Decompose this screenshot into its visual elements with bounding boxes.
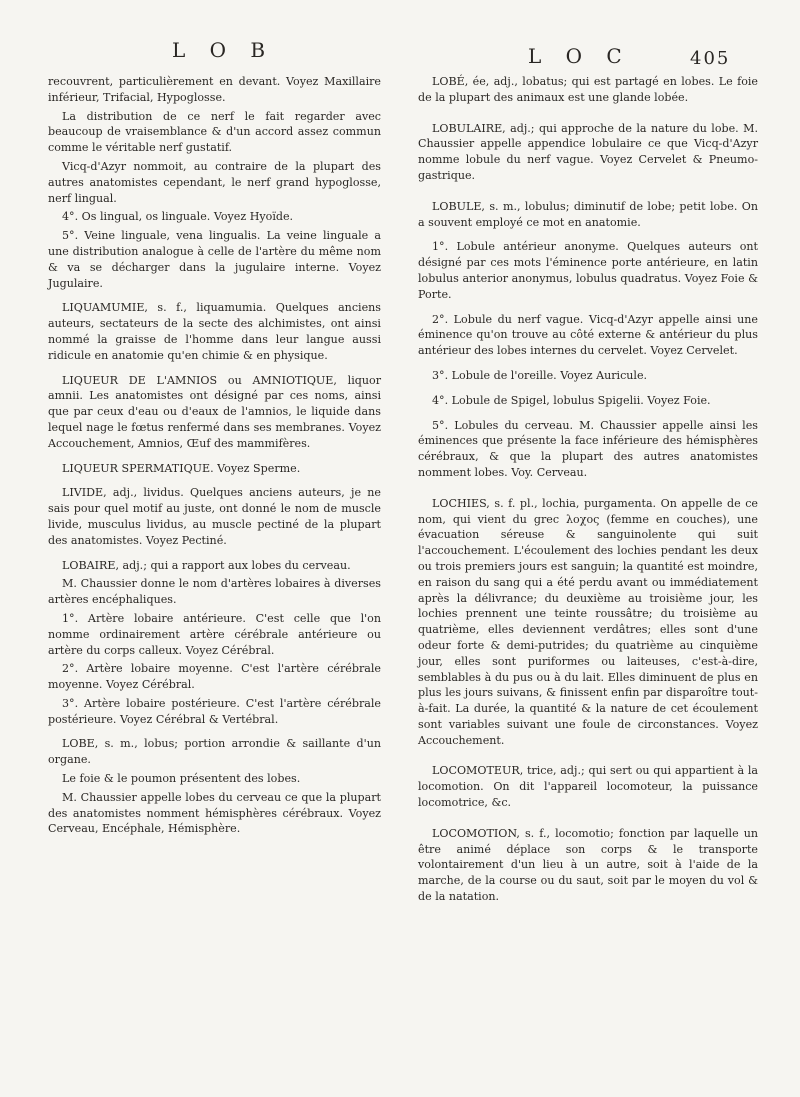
entry-paragraph: Vicq-d'Azyr nommoit, au contraire de la plupart des autres anatomistes cependant, le nerf grand hypoglosse, nerf lingual. (48, 159, 381, 205)
entry-paragraph: 5°. Veine linguale, vena lingualis. La veine linguale a une distribution analogue à celle de l'artère du même nom & va se décharger dans la jugulaire interne. Voyez Jugulaire. (48, 229, 381, 290)
entry-paragraph: 4°. Os lingual, os linguale. Voyez Hyoïde. (62, 210, 294, 224)
entry-paragraph: M. Chaussier appelle lobes du cerveau ce que la plupart des anatomistes nomment hémisphères cérébraux. Voyez Cerveau, Encéphale, Hémisphère. (48, 790, 381, 836)
left-column (48, 74, 381, 840)
entry-paragraph: 5°. Lobules du cerveau. M. Chaussier appelle ainsi les éminences que présente la face inférieure des hémisphères cérébraux, & que la plupart des autres anatomistes nomment lobes. Voy. Cerveau. (418, 418, 758, 479)
entry-paragraph: La distribution de ce nerf le fait regarder avec beaucoup de vraisemblance & d'un accord assez commun comme le véritable nerf gustatif. (48, 109, 381, 155)
entry-paragraph: Le foie & le poumon présentent des lobes. (62, 772, 301, 786)
dictionary-entry: LOBULAIRE, adj.; qui approche de la nature du lobe. M. Chaussier appelle appendice lobulaire ce que Vicq-d'Azyr nomme lobule du nerf vague. Voyez Cervelet & Pneumo-gastrique. (418, 121, 758, 182)
dictionary-entry: LOBE, s. m., lobus; portion arrondie & saillante d'un organe. (48, 737, 381, 767)
dictionary-entry: LOBULE, s. m., lobulus; diminutif de lobe; petit lobe. On a souvent employé ce mot en anatomie. (418, 199, 758, 229)
dictionary-entry: LOCHIES, s. f. pl., lochia, purgamenta. On appelle de ce nom, qui vient du grec λοχος (femme en couches), une évacuation séreuse & sanguinolente qui suit l'accouchement. L'écoulement des lochies pendant les deux ou trois premiers jours est sanguin; la quantité est moindre, en raison du sang qui a été perdu avant ou immédiatement après la délivrance; du deuxième au troisième jour, les lochies prennent une teinte roussâtre; du troisième au quatrième, elles deviennent verdâtres; elles sont d'une odeur forte & demi-putrides; du quatrième au cinquième jour, elles sont puriformes ou laiteuses, c'est-à-dire, semblables à du pus ou à du lait. Elles diminuent de plus en plus les jours suivans, & finissent enfin par disparoître tout-à-fait. La durée, la quantité & la nature de cet écoulement sont variables suivant une foule de circonstances. Voyez Accouchement. (418, 496, 758, 747)
dictionary-entry: LIQUAMUMIE, s. f., liquamumia. Quelques anciens auteurs, sectateurs de la secte des alchimistes, ont ainsi nommé la graisse de l'homme dans leur langue aussi ridicule en anatomie qu'en chimie & en physique. (48, 301, 381, 362)
right-running-head: L O C (528, 44, 631, 68)
entry-paragraph: 4°. Lobule de Spigel, lobulus Spigelii. Voyez Foie. (432, 393, 711, 407)
right-column (418, 74, 758, 908)
page-number: 405 (690, 48, 731, 69)
entry-paragraph: 3°. Artère lobaire postérieure. C'est l'artère cérébrale postérieure. Voyez Cérébral & Vertébral. (48, 696, 381, 726)
dictionary-entry: LOBÉ, ée, adj., lobatus; qui est partagé en lobes. Le foie de la plupart des animaux est une glande lobée. (418, 75, 758, 104)
entry-paragraph: 2°. Artère lobaire moyenne. C'est l'artère cérébrale moyenne. Voyez Cérébral. (48, 662, 381, 692)
dictionary-entry: LOCOMOTION, s. f., locomotio; fonction par laquelle un être animé déplace son corps & le transporte volontairement d'un lieu à un autre, soit à l'aide de la marche, de la course ou du saut, soit par le moyen du vol & de la natation. (418, 826, 758, 904)
entry-paragraph: M. Chaussier donne le nom d'artères lobaires à diverses artères encéphaliques. (48, 577, 381, 607)
dictionary-entry: LOCOMOTEUR, trice, adj.; qui sert ou qui appartient à la locomotion. On dit l'appareil locomoteur, la puissance locomotrice, &c. (418, 764, 758, 810)
entry-paragraph: 3°. Lobule de l'oreille. Voyez Auricule. (432, 368, 648, 382)
dictionary-entry: LIQUEUR SPERMATIQUE. Voyez Sperme. (62, 461, 301, 475)
dictionary-entry: LOBAIRE, adj.; qui a rapport aux lobes du cerveau. (62, 558, 351, 572)
entry-paragraph: 1°. Lobule antérieur anonyme. Quelques auteurs ont désigné par ces mots l'éminence porte antérieure, en latin lobulus anterior anonymus, lobulus quadratus. Voyez Foie & Porte. (418, 240, 758, 301)
dictionary-entry: LIVIDE, adj., lividus. Quelques anciens auteurs, je ne sais pour quel motif au juste, ont donné le nom de muscle livide, musculus lividus, au muscle pectiné de la plupart des anatomistes. Voyez Pectiné. (48, 486, 381, 547)
running-header (0, 38, 800, 68)
left-running-head: L O B (172, 38, 275, 62)
entry-paragraph: recouvrent, particulièrement en devant. Voyez Maxillaire inférieur, Trifacial, Hypoglosse. (48, 75, 381, 104)
dictionary-entry: LIQUEUR DE L'AMNIOS ou AMNIOTIQUE, liquor amnii. Les anatomistes ont désigné par ces noms, ainsi que par ceux d'eau ou d'eaux de l'amnios, le liquide dans lequel nage le fœtus renfermé dans ses membranes. Voyez Accouchement, Amnios, Œuf des mammifères. (48, 373, 381, 450)
entry-paragraph: 2°. Lobule du nerf vague. Vicq-d'Azyr appelle ainsi une éminence qu'on trouve au côté externe & antérieur du plus antérieur des lobes internes du cervelet. Voyez Cervelet. (418, 312, 758, 358)
entry-paragraph: 1°. Artère lobaire antérieure. C'est celle que l'on nomme ordinairement artère cérébrale antérieure ou artère du corps calleux. Voyez Cérébral. (48, 611, 381, 657)
